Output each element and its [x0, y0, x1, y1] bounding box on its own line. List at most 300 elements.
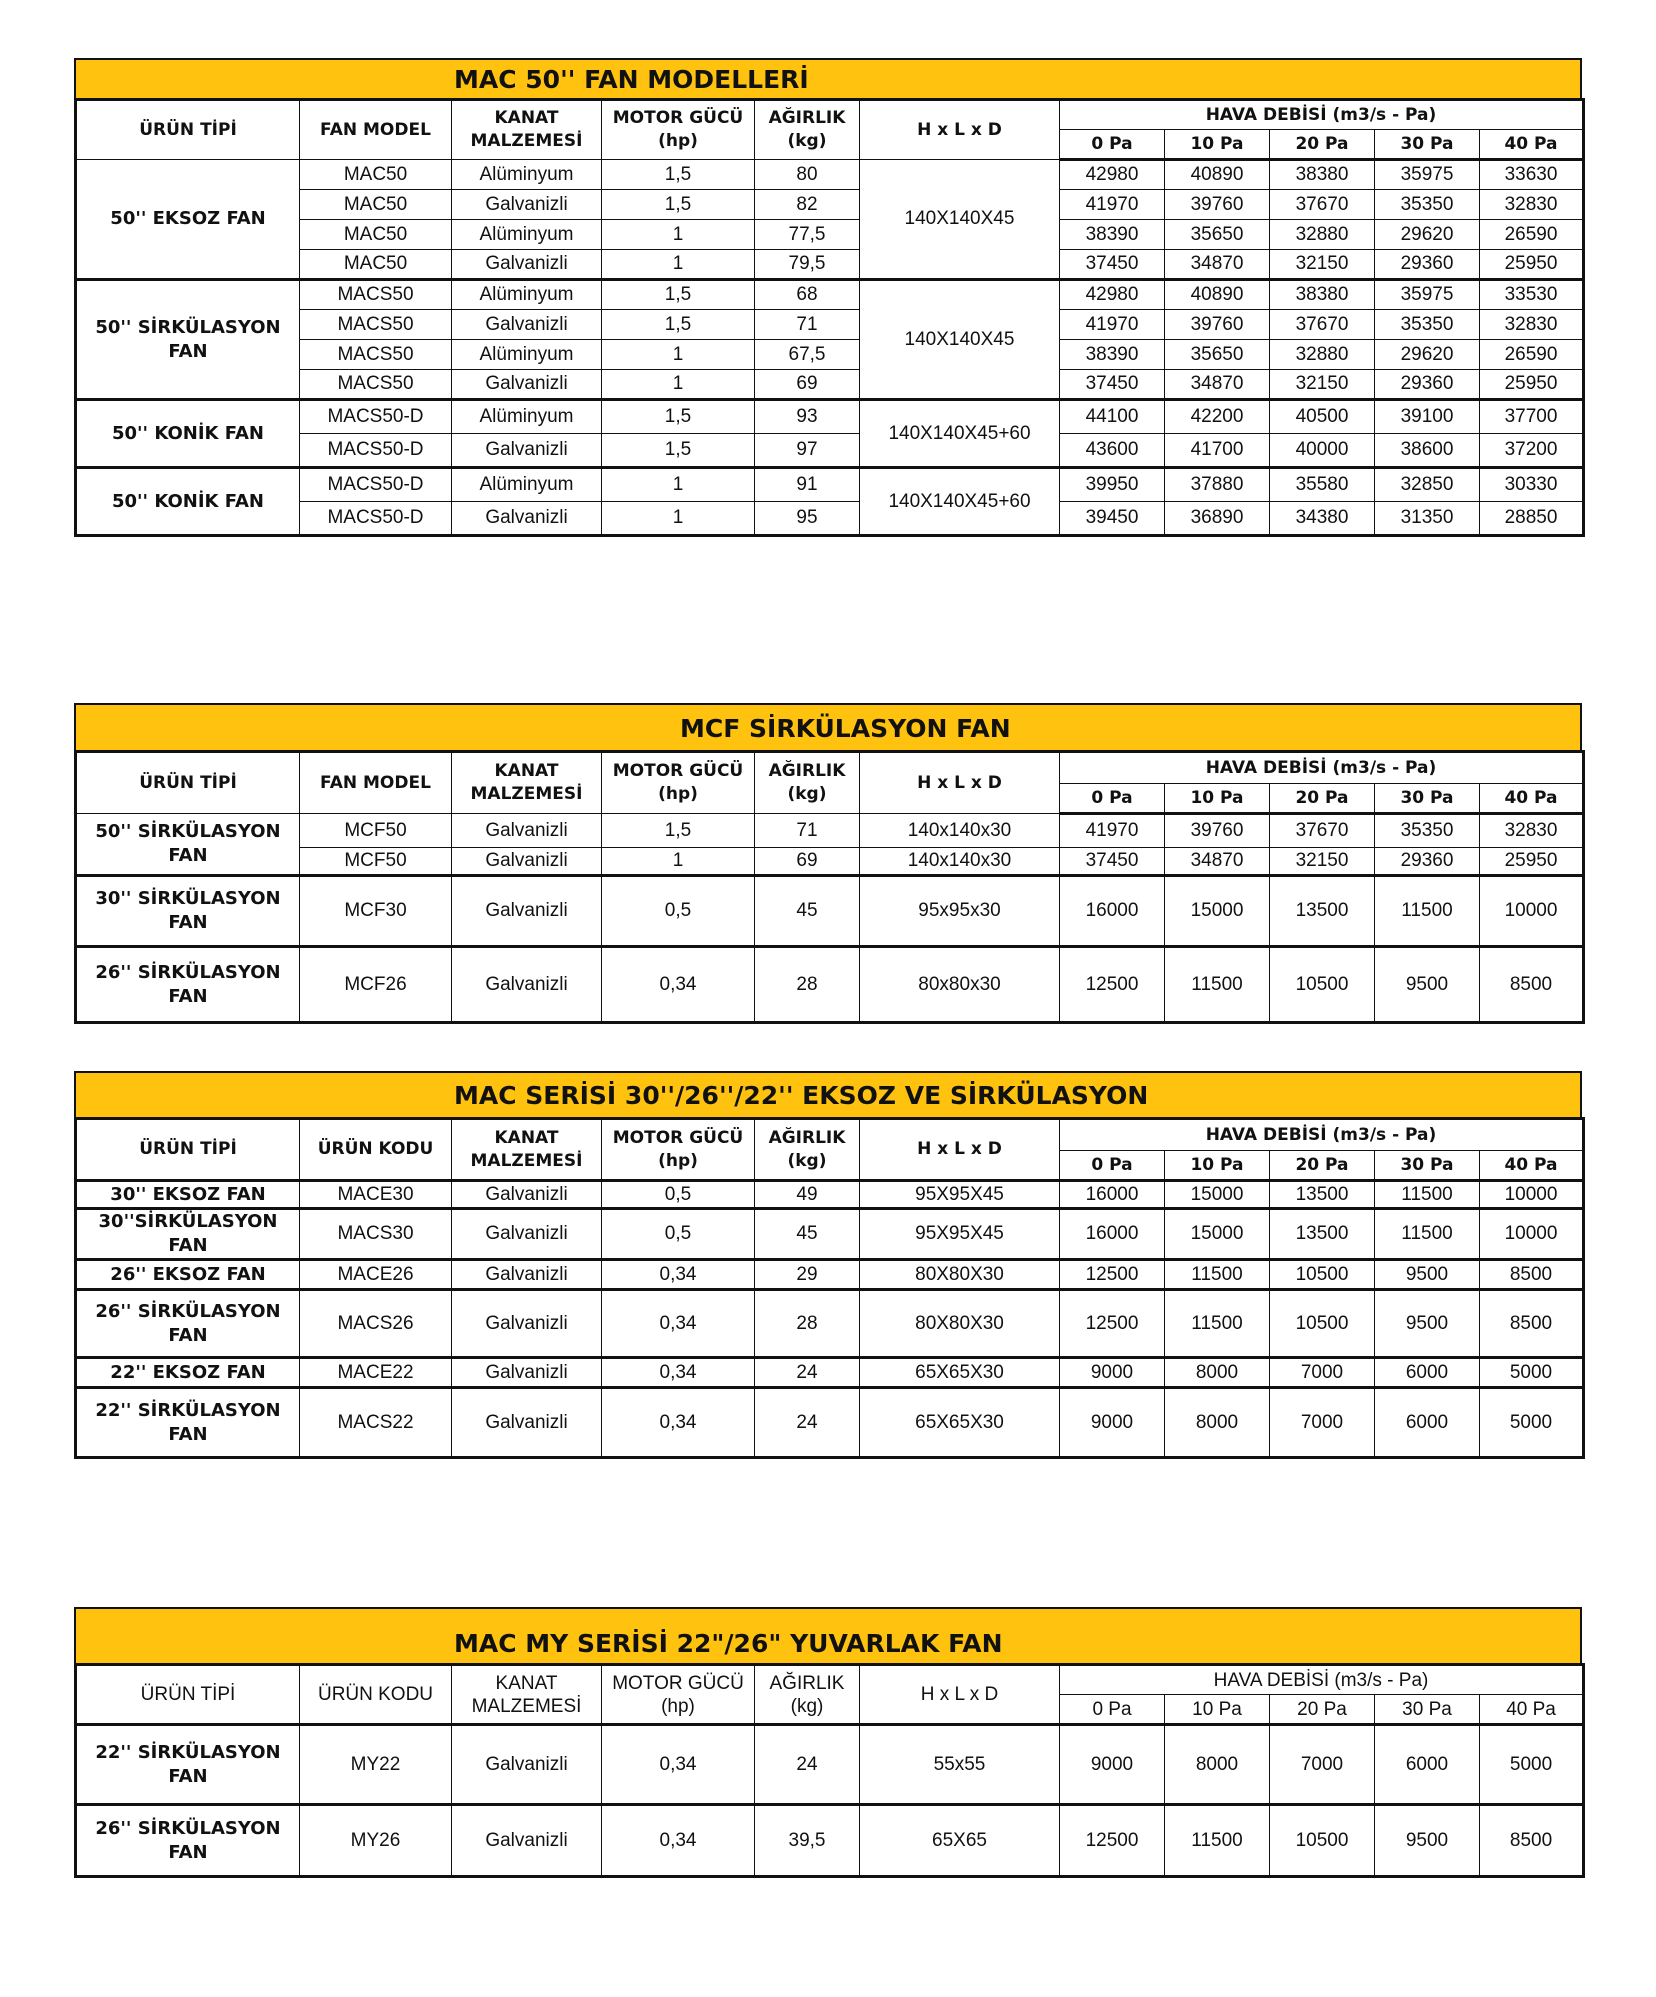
col-header-kanat: KANAT MALZEMESİ — [452, 1119, 602, 1181]
airflow-value: 39760 — [1165, 814, 1270, 848]
weight: 24 — [755, 1725, 860, 1805]
airflow-value: 11500 — [1375, 876, 1480, 947]
col-header-model: FAN MODEL — [300, 752, 452, 814]
motor-power: 1 — [602, 468, 755, 502]
blade-material: Galvanizli — [452, 814, 602, 848]
col-header-hava-debisi: HAVA DEBİSİ (m3/s - Pa) — [1060, 752, 1584, 784]
airflow-value: 32830 — [1480, 310, 1584, 340]
airflow-value: 5000 — [1480, 1725, 1584, 1805]
blade-material: Galvanizli — [452, 434, 602, 468]
dimensions: 140x140x30 — [860, 814, 1060, 848]
airflow-value: 7000 — [1270, 1725, 1375, 1805]
col-header-pressure: 40 Pa — [1480, 784, 1584, 814]
product-code: MACE26 — [300, 1260, 452, 1290]
weight: 93 — [755, 400, 860, 434]
motor-power: 0,5 — [602, 1209, 755, 1260]
blade-material: Alüminyum — [452, 468, 602, 502]
airflow-value: 29620 — [1375, 340, 1480, 370]
mac-serisi-table — [74, 1117, 1585, 1459]
airflow-value: 29360 — [1375, 250, 1480, 280]
mac-serisi-section — [74, 1071, 1582, 1459]
blade-material: Galvanizli — [452, 1358, 602, 1388]
airflow-value: 10500 — [1270, 1805, 1375, 1877]
product-code: MACS22 — [300, 1388, 452, 1458]
col-header-dims: H x L x D — [860, 100, 1060, 160]
col-header-motor: MOTOR GÜCÜ (hp) — [602, 1119, 755, 1181]
col-header-pressure: 20 Pa — [1270, 1695, 1375, 1725]
col-header-motor: MOTOR GÜCÜ (hp) — [602, 100, 755, 160]
airflow-value: 8500 — [1480, 947, 1584, 1023]
airflow-value: 32150 — [1270, 250, 1375, 280]
col-header-motor: MOTOR GÜCÜ (hp) — [602, 752, 755, 814]
airflow-value: 38390 — [1060, 220, 1165, 250]
airflow-value: 6000 — [1375, 1388, 1480, 1458]
mac-my-title-banner — [74, 1607, 1582, 1663]
airflow-value: 10000 — [1480, 1181, 1584, 1209]
dimensions: 55x55 — [860, 1725, 1060, 1805]
col-header-hava-debisi: HAVA DEBİSİ (m3/s - Pa) — [1060, 1665, 1584, 1695]
airflow-value: 38390 — [1060, 340, 1165, 370]
motor-power: 1,5 — [602, 814, 755, 848]
airflow-value: 9500 — [1375, 1260, 1480, 1290]
weight: 69 — [755, 370, 860, 400]
product-code: MY26 — [300, 1805, 452, 1877]
section-title: MAC MY SERİSİ 22"/26" YUVARLAK FAN — [454, 1629, 1003, 1658]
fan-model: MACS50 — [300, 310, 452, 340]
airflow-value: 15000 — [1165, 1209, 1270, 1260]
airflow-value: 12500 — [1060, 1805, 1165, 1877]
dimensions: 140X140X45 — [860, 280, 1060, 400]
airflow-value: 44100 — [1060, 400, 1165, 434]
airflow-value: 25950 — [1480, 370, 1584, 400]
fan-model: MAC50 — [300, 160, 452, 190]
airflow-value: 35975 — [1375, 160, 1480, 190]
dimensions: 95X95X45 — [860, 1181, 1060, 1209]
airflow-value: 37700 — [1480, 400, 1584, 434]
col-header-urun-tipi: ÜRÜN TİPİ — [76, 752, 300, 814]
airflow-value: 9000 — [1060, 1388, 1165, 1458]
airflow-value: 39760 — [1165, 310, 1270, 340]
product-type: 30''SİRKÜLASYON FAN — [76, 1209, 300, 1260]
airflow-value: 30330 — [1480, 468, 1584, 502]
airflow-value: 12500 — [1060, 1260, 1165, 1290]
col-header-pressure: 40 Pa — [1480, 1695, 1584, 1725]
airflow-value: 34870 — [1165, 250, 1270, 280]
weight: 49 — [755, 1181, 860, 1209]
motor-power: 0,34 — [602, 947, 755, 1023]
col-header-pressure: 30 Pa — [1375, 1695, 1480, 1725]
blade-material: Galvanizli — [452, 370, 602, 400]
col-header-kanat: KANAT MALZEMESİ — [452, 1665, 602, 1725]
airflow-value: 42980 — [1060, 280, 1165, 310]
motor-power: 1 — [602, 502, 755, 536]
col-header-pressure: 0 Pa — [1060, 130, 1165, 160]
airflow-value: 16000 — [1060, 876, 1165, 947]
airflow-value: 35350 — [1375, 814, 1480, 848]
col-header-pressure: 40 Pa — [1480, 130, 1584, 160]
product-code: MACS26 — [300, 1290, 452, 1358]
airflow-value: 8000 — [1165, 1388, 1270, 1458]
dimensions: 65X65 — [860, 1805, 1060, 1877]
airflow-value: 37670 — [1270, 814, 1375, 848]
airflow-value: 11500 — [1165, 1290, 1270, 1358]
motor-power: 1 — [602, 250, 755, 280]
airflow-value: 37450 — [1060, 250, 1165, 280]
airflow-value: 37670 — [1270, 310, 1375, 340]
airflow-value: 9500 — [1375, 1805, 1480, 1877]
airflow-value: 5000 — [1480, 1358, 1584, 1388]
col-header-pressure: 30 Pa — [1375, 130, 1480, 160]
product-type: 50'' KONİK FAN — [76, 400, 300, 468]
airflow-value: 25950 — [1480, 848, 1584, 876]
col-header-pressure: 0 Pa — [1060, 1151, 1165, 1181]
motor-power: 1,5 — [602, 280, 755, 310]
airflow-value: 32880 — [1270, 220, 1375, 250]
airflow-value: 5000 — [1480, 1388, 1584, 1458]
product-type: 22'' SİRKÜLASYON FAN — [76, 1725, 300, 1805]
mcf-title-banner — [74, 703, 1582, 750]
airflow-value: 40890 — [1165, 280, 1270, 310]
airflow-value: 9000 — [1060, 1358, 1165, 1388]
blade-material: Alüminyum — [452, 340, 602, 370]
weight: 24 — [755, 1358, 860, 1388]
col-header-kanat: KANAT MALZEMESİ — [452, 100, 602, 160]
product-type: 26'' SİRKÜLASYON FAN — [76, 1805, 300, 1877]
airflow-value: 32850 — [1375, 468, 1480, 502]
mac50-title-banner — [74, 58, 1582, 98]
dimensions: 80X80X30 — [860, 1260, 1060, 1290]
dimensions: 95X95X45 — [860, 1209, 1060, 1260]
col-header-pressure: 0 Pa — [1060, 1695, 1165, 1725]
airflow-value: 37450 — [1060, 848, 1165, 876]
motor-power: 1 — [602, 340, 755, 370]
airflow-value: 13500 — [1270, 1209, 1375, 1260]
airflow-value: 32830 — [1480, 814, 1584, 848]
airflow-value: 15000 — [1165, 1181, 1270, 1209]
col-header-dims: H x L x D — [860, 1119, 1060, 1181]
airflow-value: 42200 — [1165, 400, 1270, 434]
weight: 29 — [755, 1260, 860, 1290]
motor-power: 1 — [602, 220, 755, 250]
airflow-value: 8000 — [1165, 1358, 1270, 1388]
airflow-value: 35650 — [1165, 220, 1270, 250]
airflow-value: 6000 — [1375, 1725, 1480, 1805]
airflow-value: 34870 — [1165, 848, 1270, 876]
blade-material: Alüminyum — [452, 400, 602, 434]
product-type: 26'' SİRKÜLASYON FAN — [76, 947, 300, 1023]
col-header-pressure: 10 Pa — [1165, 130, 1270, 160]
dimensions: 140X140X45+60 — [860, 400, 1060, 468]
motor-power: 1 — [602, 848, 755, 876]
blade-material: Galvanizli — [452, 1290, 602, 1358]
airflow-value: 31350 — [1375, 502, 1480, 536]
airflow-value: 13500 — [1270, 1181, 1375, 1209]
product-code: MACS30 — [300, 1209, 452, 1260]
fan-model: MACS50 — [300, 370, 452, 400]
airflow-value: 39100 — [1375, 400, 1480, 434]
airflow-value: 42980 — [1060, 160, 1165, 190]
col-header-pressure: 30 Pa — [1375, 1151, 1480, 1181]
product-type: 50'' SİRKÜLASYON FAN — [76, 814, 300, 876]
col-header-kanat: KANAT MALZEMESİ — [452, 752, 602, 814]
airflow-value: 35650 — [1165, 340, 1270, 370]
airflow-value: 26590 — [1480, 340, 1584, 370]
weight: 39,5 — [755, 1805, 860, 1877]
col-header-motor: MOTOR GÜCÜ (hp) — [602, 1665, 755, 1725]
col-header-agirlik: AĞIRLIK (kg) — [755, 752, 860, 814]
airflow-value: 29620 — [1375, 220, 1480, 250]
airflow-value: 37200 — [1480, 434, 1584, 468]
airflow-value: 40000 — [1270, 434, 1375, 468]
airflow-value: 9500 — [1375, 947, 1480, 1023]
product-type: 22'' EKSOZ FAN — [76, 1358, 300, 1388]
weight: 28 — [755, 947, 860, 1023]
airflow-value: 10500 — [1270, 1290, 1375, 1358]
col-header-pressure: 10 Pa — [1165, 1151, 1270, 1181]
airflow-value: 6000 — [1375, 1358, 1480, 1388]
col-header-agirlik: AĞIRLIK (kg) — [755, 1119, 860, 1181]
blade-material: Alüminyum — [452, 280, 602, 310]
airflow-value: 39950 — [1060, 468, 1165, 502]
airflow-value: 11500 — [1165, 1260, 1270, 1290]
mac50-table — [74, 98, 1585, 537]
weight: 69 — [755, 848, 860, 876]
airflow-value: 40500 — [1270, 400, 1375, 434]
blade-material: Galvanizli — [452, 947, 602, 1023]
airflow-value: 32880 — [1270, 340, 1375, 370]
airflow-value: 41970 — [1060, 190, 1165, 220]
airflow-value: 10000 — [1480, 1209, 1584, 1260]
airflow-value: 36890 — [1165, 502, 1270, 536]
blade-material: Galvanizli — [452, 190, 602, 220]
airflow-value: 39760 — [1165, 190, 1270, 220]
airflow-value: 38380 — [1270, 280, 1375, 310]
fan-model: MAC50 — [300, 190, 452, 220]
airflow-value: 8500 — [1480, 1260, 1584, 1290]
product-type: 50'' SİRKÜLASYON FAN — [76, 280, 300, 400]
fan-model: MCF50 — [300, 814, 452, 848]
airflow-value: 37670 — [1270, 190, 1375, 220]
motor-power: 0,34 — [602, 1358, 755, 1388]
airflow-value: 37450 — [1060, 370, 1165, 400]
motor-power: 1 — [602, 370, 755, 400]
airflow-value: 35350 — [1375, 310, 1480, 340]
col-header-pressure: 0 Pa — [1060, 784, 1165, 814]
section-title: MCF SİRKÜLASYON FAN — [680, 714, 1011, 743]
airflow-value: 8000 — [1165, 1725, 1270, 1805]
motor-power: 0,34 — [602, 1290, 755, 1358]
airflow-value: 16000 — [1060, 1181, 1165, 1209]
airflow-value: 35350 — [1375, 190, 1480, 220]
dimensions: 65X65X30 — [860, 1358, 1060, 1388]
airflow-value: 43600 — [1060, 434, 1165, 468]
airflow-value: 34380 — [1270, 502, 1375, 536]
blade-material: Alüminyum — [452, 220, 602, 250]
airflow-value: 41970 — [1060, 814, 1165, 848]
col-header-urun-tipi: ÜRÜN TİPİ — [76, 1119, 300, 1181]
airflow-value: 38600 — [1375, 434, 1480, 468]
weight: 82 — [755, 190, 860, 220]
weight: 95 — [755, 502, 860, 536]
fan-model: MACS50-D — [300, 434, 452, 468]
col-header-agirlik: AĞIRLIK (kg) — [755, 1665, 860, 1725]
col-header-agirlik: AĞIRLIK (kg) — [755, 100, 860, 160]
col-header-dims: H x L x D — [860, 752, 1060, 814]
section-title: MAC SERİSİ 30''/26''/22'' EKSOZ VE SİRKÜLASYON — [454, 1081, 1149, 1110]
blade-material: Alüminyum — [452, 160, 602, 190]
airflow-value: 34870 — [1165, 370, 1270, 400]
product-code: MACE30 — [300, 1181, 452, 1209]
fan-model: MCF30 — [300, 876, 452, 947]
blade-material: Galvanizli — [452, 310, 602, 340]
airflow-value: 29360 — [1375, 370, 1480, 400]
col-header-model: FAN MODEL — [300, 100, 452, 160]
airflow-value: 35975 — [1375, 280, 1480, 310]
blade-material: Galvanizli — [452, 1209, 602, 1260]
col-header-urun-tipi: ÜRÜN TİPİ — [76, 1665, 300, 1725]
product-code: MACE22 — [300, 1358, 452, 1388]
mac-my-section — [74, 1607, 1582, 1878]
airflow-value: 10500 — [1270, 947, 1375, 1023]
dimensions: 140x140x30 — [860, 848, 1060, 876]
product-type: 22'' SİRKÜLASYON FAN — [76, 1388, 300, 1458]
motor-power: 1,5 — [602, 190, 755, 220]
product-type: 30'' SİRKÜLASYON FAN — [76, 876, 300, 947]
blade-material: Galvanizli — [452, 848, 602, 876]
weight: 71 — [755, 310, 860, 340]
col-header-pressure: 20 Pa — [1270, 130, 1375, 160]
motor-power: 1,5 — [602, 400, 755, 434]
airflow-value: 12500 — [1060, 1290, 1165, 1358]
motor-power: 1,5 — [602, 434, 755, 468]
airflow-value: 10000 — [1480, 876, 1584, 947]
weight: 45 — [755, 1209, 860, 1260]
airflow-value: 32150 — [1270, 370, 1375, 400]
airflow-value: 26590 — [1480, 220, 1584, 250]
airflow-value: 8500 — [1480, 1290, 1584, 1358]
col-header-dims: H x L x D — [860, 1665, 1060, 1725]
blade-material: Galvanizli — [452, 1805, 602, 1877]
weight: 45 — [755, 876, 860, 947]
fan-model: MACS50-D — [300, 468, 452, 502]
fan-model: MAC50 — [300, 220, 452, 250]
weight: 80 — [755, 160, 860, 190]
col-header-model: ÜRÜN KODU — [300, 1119, 452, 1181]
motor-power: 0,5 — [602, 1181, 755, 1209]
section-title: MAC 50'' FAN MODELLERİ — [454, 65, 809, 94]
dimensions: 140X140X45 — [860, 160, 1060, 280]
blade-material: Galvanizli — [452, 250, 602, 280]
airflow-value: 32150 — [1270, 848, 1375, 876]
col-header-hava-debisi: HAVA DEBİSİ (m3/s - Pa) — [1060, 1119, 1584, 1151]
col-header-pressure: 30 Pa — [1375, 784, 1480, 814]
product-type: 50'' KONİK FAN — [76, 468, 300, 536]
airflow-value: 33630 — [1480, 160, 1584, 190]
mcf-section — [74, 703, 1582, 1024]
airflow-value: 12500 — [1060, 947, 1165, 1023]
airflow-value: 10500 — [1270, 1260, 1375, 1290]
airflow-value: 8500 — [1480, 1805, 1584, 1877]
fan-model: MACS50-D — [300, 502, 452, 536]
product-type: 26'' SİRKÜLASYON FAN — [76, 1290, 300, 1358]
col-header-pressure: 20 Pa — [1270, 1151, 1375, 1181]
col-header-pressure: 40 Pa — [1480, 1151, 1584, 1181]
dimensions: 80X80X30 — [860, 1290, 1060, 1358]
motor-power: 0,34 — [602, 1260, 755, 1290]
blade-material: Galvanizli — [452, 876, 602, 947]
airflow-value: 11500 — [1375, 1181, 1480, 1209]
motor-power: 0,34 — [602, 1388, 755, 1458]
mac-my-table — [74, 1663, 1585, 1878]
motor-power: 1,5 — [602, 160, 755, 190]
airflow-value: 33530 — [1480, 280, 1584, 310]
fan-model: MACS50-D — [300, 400, 452, 434]
airflow-value: 11500 — [1165, 947, 1270, 1023]
weight: 77,5 — [755, 220, 860, 250]
weight: 28 — [755, 1290, 860, 1358]
airflow-value: 7000 — [1270, 1358, 1375, 1388]
airflow-value: 39450 — [1060, 502, 1165, 536]
airflow-value: 9500 — [1375, 1290, 1480, 1358]
airflow-value: 35580 — [1270, 468, 1375, 502]
mac50-section — [74, 58, 1582, 537]
product-type: 26'' EKSOZ FAN — [76, 1260, 300, 1290]
product-type: 50'' EKSOZ FAN — [76, 160, 300, 280]
airflow-value: 29360 — [1375, 848, 1480, 876]
weight: 68 — [755, 280, 860, 310]
col-header-urun-tipi: ÜRÜN TİPİ — [76, 100, 300, 160]
mcf-table — [74, 750, 1585, 1024]
fan-model: MACS50 — [300, 280, 452, 310]
weight: 24 — [755, 1388, 860, 1458]
weight: 91 — [755, 468, 860, 502]
motor-power: 0,34 — [602, 1725, 755, 1805]
airflow-value: 25950 — [1480, 250, 1584, 280]
col-header-model: ÜRÜN KODU — [300, 1665, 452, 1725]
fan-model: MCF26 — [300, 947, 452, 1023]
airflow-value: 15000 — [1165, 876, 1270, 947]
airflow-value: 11500 — [1375, 1209, 1480, 1260]
blade-material: Galvanizli — [452, 1181, 602, 1209]
airflow-value: 32830 — [1480, 190, 1584, 220]
dimensions: 80x80x30 — [860, 947, 1060, 1023]
airflow-value: 38380 — [1270, 160, 1375, 190]
airflow-value: 7000 — [1270, 1388, 1375, 1458]
airflow-value: 40890 — [1165, 160, 1270, 190]
col-header-hava-debisi: HAVA DEBİSİ (m3/s - Pa) — [1060, 100, 1584, 130]
blade-material: Galvanizli — [452, 1388, 602, 1458]
weight: 97 — [755, 434, 860, 468]
weight: 67,5 — [755, 340, 860, 370]
fan-model: MACS50 — [300, 340, 452, 370]
col-header-pressure: 10 Pa — [1165, 784, 1270, 814]
dimensions: 140X140X45+60 — [860, 468, 1060, 536]
airflow-value: 9000 — [1060, 1725, 1165, 1805]
blade-material: Galvanizli — [452, 1260, 602, 1290]
col-header-pressure: 10 Pa — [1165, 1695, 1270, 1725]
mac-serisi-title-banner — [74, 1071, 1582, 1117]
airflow-value: 11500 — [1165, 1805, 1270, 1877]
airflow-value: 41700 — [1165, 434, 1270, 468]
fan-model: MCF50 — [300, 848, 452, 876]
weight: 79,5 — [755, 250, 860, 280]
blade-material: Galvanizli — [452, 1725, 602, 1805]
motor-power: 0,5 — [602, 876, 755, 947]
airflow-value: 41970 — [1060, 310, 1165, 340]
airflow-value: 28850 — [1480, 502, 1584, 536]
dimensions: 65X65X30 — [860, 1388, 1060, 1458]
col-header-pressure: 20 Pa — [1270, 784, 1375, 814]
